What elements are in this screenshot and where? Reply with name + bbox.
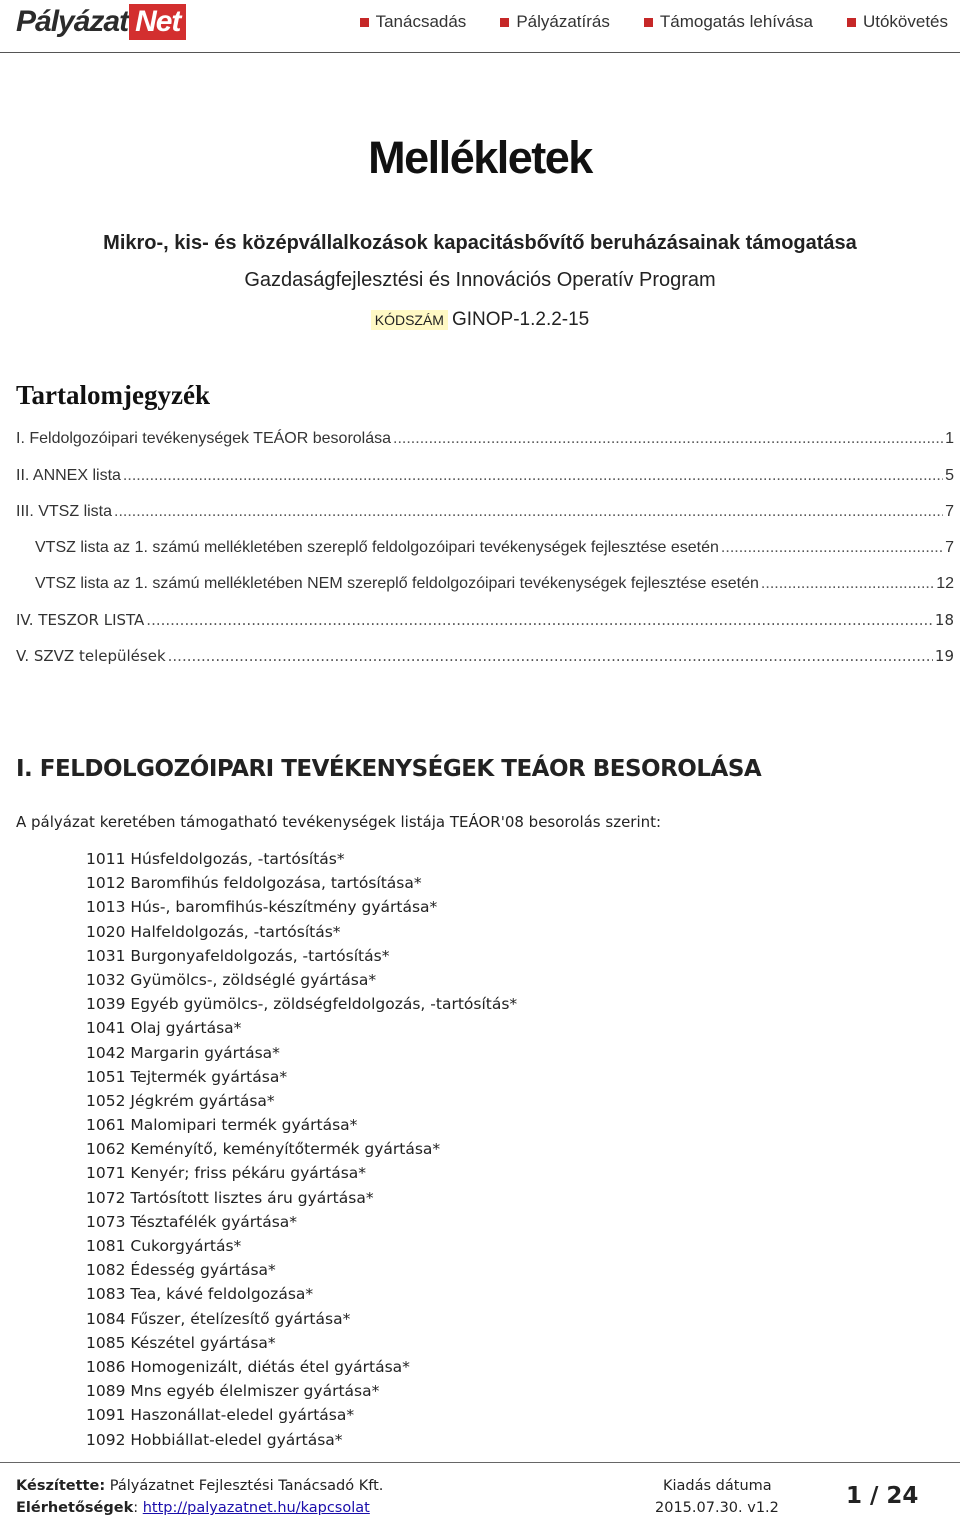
list-item: 1020 Halfeldolgozás, -tartósítás* [86,922,341,941]
toc-page: 19 [934,647,954,665]
toc-item-3[interactable] [16,503,954,525]
list-item: 1013 Hús-, baromfihús-készítmény gyártása* [86,898,438,917]
toc-item-6[interactable] [16,611,954,633]
toc-label: VTSZ lista az 1. számú mellékletében NEM szereplő feldolgozóipari tevékenységek fejlesztése esetén [35,575,759,592]
list-item: 1042 Margarin gyártása* [86,1043,280,1062]
square-bullet-icon [500,18,509,27]
toc-dots [168,647,933,665]
section-intro: A pályázat keretében támogatható tevékenységek listája TEÁOR'08 besorolás szerint: [16,813,662,831]
issue-label: Kiadás dátuma [663,1478,772,1494]
square-bullet-icon [644,18,653,27]
toc-page: 7 [945,503,954,520]
page-number: 1 / 24 [846,1483,919,1509]
program-code [0,309,960,331]
list-item: 1072 Tartósított lisztes áru gyártása* [86,1188,374,1207]
list-item: 1051 Tejtermék gyártása* [86,1067,288,1086]
nav-label: Pályázatírás [516,12,610,31]
list-item: 1039 Egyéb gyümölcs-, zöldségfeldolgozás, -tartósítás* [86,995,518,1014]
list-item: 1092 Hobbiállat-eledel gyártása* [86,1430,343,1449]
logo-text: Pályázat [16,5,129,38]
toc-dots [761,575,934,593]
list-item: 1089 Mns egyéb élelmiszer gyártása* [86,1382,380,1401]
toc-dots [393,430,943,448]
toc-label: II. ANNEX lista [16,467,121,484]
section-heading: I. FELDOLGOZÓIPARI TEVÉKENYSÉGEK TEÁOR BESOROLÁSA [16,756,762,782]
toc-label: I. Feldolgozóipari tevékenységek TEÁOR besorolása [16,430,392,447]
toc-label: VTSZ lista az 1. számú mellékletében szereplő feldolgozóipari tevékenységek fejlesztése esetén [35,539,719,556]
logo-net: Net [129,4,186,40]
toc-item-4[interactable] [35,539,954,561]
nav-label: Tanácsadás [375,12,467,31]
contact-label: Elérhetőségek [16,1500,134,1516]
site-logo[interactable] [16,4,186,40]
author-value: Pályázatnet Fejlesztési Tanácsadó Kft. [109,1478,384,1494]
footer-left [16,1475,383,1519]
issue-value: 2015.07.30. v1.2 [655,1500,779,1516]
nav-item-utokovetes[interactable] [847,12,948,32]
nav-item-tamogatas-lehivasa[interactable] [644,12,813,32]
toc-page: 7 [945,539,954,556]
nav-item-palyazatiras[interactable] [500,12,610,32]
toc-dots [123,467,943,485]
list-item: 1083 Tea, kávé feldolgozása* [86,1285,314,1304]
list-item: 1071 Kenyér; friss pékáru gyártása* [86,1164,367,1183]
program-name: Gazdaságfejlesztési és Innovációs Operatív Program [244,269,716,291]
toc-item-7[interactable] [16,647,954,669]
list-item: 1085 Készétel gyártása* [86,1333,276,1352]
toc-dots [721,539,943,557]
toc-item-2[interactable] [16,467,954,489]
toc-item-1[interactable] [16,430,954,452]
list-item: 1086 Homogenizált, diétás étel gyártása* [86,1357,410,1376]
list-item: 1062 Keményítő, keményítőtermék gyártása* [86,1140,441,1159]
main-nav [360,12,948,32]
activity-list [86,847,517,1452]
list-item: 1073 Tésztafélék gyártása* [86,1212,298,1231]
toc-label: III. VTSZ lista [16,503,113,520]
list-item: 1052 Jégkrém gyártása* [86,1091,275,1110]
list-item: 1081 Cukorgyártás* [86,1237,242,1255]
square-bullet-icon [847,18,856,27]
list-item: 1012 Baromfihús feldolgozása, tartósítása* [86,874,422,893]
list-item: 1032 Gyümölcs-, zöldséglé gyártása* [86,970,377,989]
list-item: 1082 Édesség gyártása* [86,1261,276,1280]
code-value: GINOP-1.2.2-15 [451,309,590,330]
nav-item-tanacsadas[interactable] [360,12,467,32]
toc-label: V. SZVZ települések [16,647,166,665]
code-label: KÓDSZÁM [371,310,448,330]
toc-item-5[interactable] [35,575,954,597]
toc-dots [114,503,943,521]
contact-link[interactable]: http://palyazatnet.hu/kapcsolat [142,1500,370,1516]
toc-page: 18 [934,611,954,629]
nav-label: Utókövetés [862,12,948,31]
toc-page: 12 [936,575,954,592]
footer-issue [655,1475,779,1519]
site-header [0,0,960,53]
nav-label: Támogatás lehívása [659,12,813,31]
page-title: Mellékletek [368,132,592,183]
page-footer [0,1462,960,1520]
list-item: 1091 Haszonállat-eledel gyártása* [86,1406,355,1425]
list-item: 1084 Fűszer, ételízesítő gyártása* [86,1309,351,1328]
toc-label: IV. TESZOR LISTA [16,611,145,629]
list-item: 1061 Malomipari termék gyártása* [86,1116,358,1135]
list-item: 1041 Olaj gyártása* [86,1019,242,1038]
footer-contact: Elérhetőségek: http://palyazatnet.hu/kapcsolat [16,1500,370,1516]
list-item: 1011 Húsfeldolgozás, -tartósítás* [86,850,345,868]
author-label: Készítette: [16,1478,106,1494]
toc-page: 5 [945,467,954,484]
list-item: 1031 Burgonyafeldolgozás, -tartósítás* [86,946,390,965]
toc-page: 1 [945,430,954,447]
square-bullet-icon [360,18,369,27]
program-subtitle: Mikro-, kis- és középvállalkozások kapacitásbővítő beruházásainak támogatása [103,232,857,254]
toc-dots [146,611,933,629]
toc-heading: Tartalomjegyzék [16,380,210,410]
footer-author [16,1475,383,1497]
